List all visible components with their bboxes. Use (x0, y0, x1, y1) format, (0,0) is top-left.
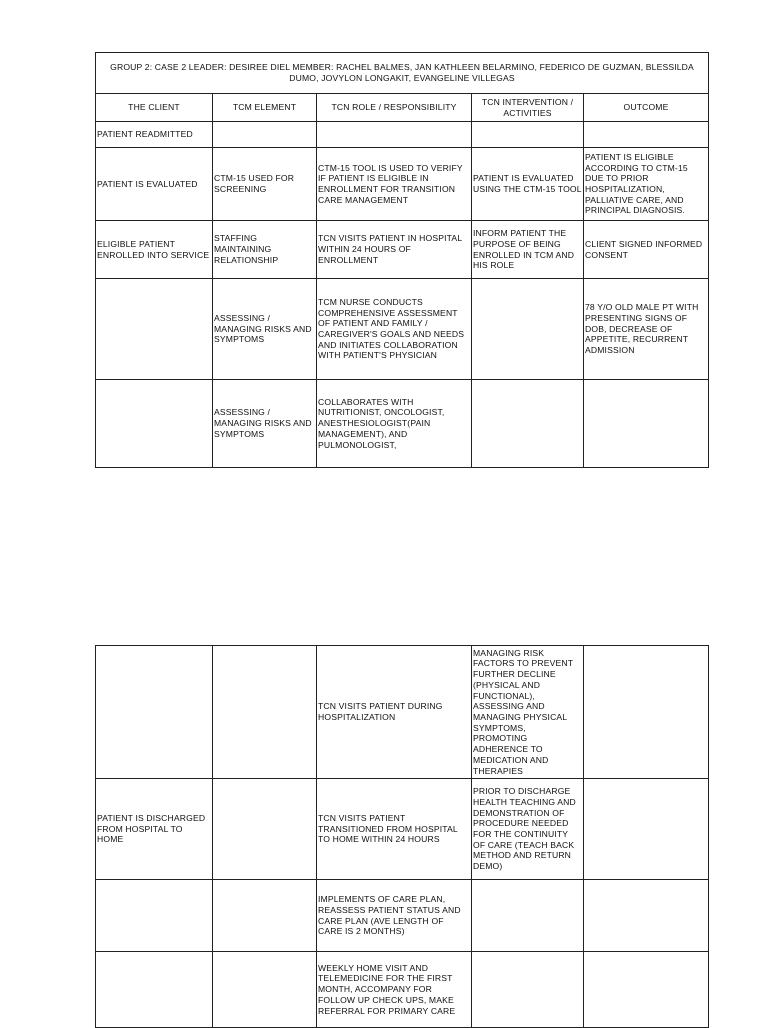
cell-outcome (584, 122, 709, 148)
header-tcn-role: TCN ROLE / RESPONSIBILITY (317, 94, 472, 122)
cell-outcome (584, 646, 709, 779)
tcm-case-table-continued (95, 645, 709, 1028)
cell-role: COLLABORATES WITH NUTRITIONIST, ONCOLOGIST, ANESTHESIOLOGIST(PAIN MANAGEMENT), AND PULMONOLOGIST, (317, 380, 472, 468)
cell-element (213, 646, 317, 779)
cell-client (96, 380, 213, 468)
header-tcn-intervention: TCN INTERVENTION / ACTIVITIES (472, 94, 584, 122)
cell-outcome (584, 779, 709, 880)
cell-element (213, 122, 317, 148)
group-title: GROUP 2: CASE 2 LEADER: DESIREE DIEL MEMBER: RACHEL BALMES, JAN KATHLEEN BELARMINO, FEDERICO DE GUZMAN, BLESSILDA DUMO, JOVYLON LONGAKIT, EVANGELINE VILLEGAS (96, 53, 709, 94)
cell-outcome: PATIENT IS ELIGIBLE ACCORDING TO CTM-15 DUE TO PRIOR HOSPITALIZATION, PALLIATIVE CARE, AND PRINCIPAL DIAGNOSIS. (584, 148, 709, 221)
cell-intervention (472, 122, 584, 148)
cell-outcome: CLIENT SIGNED INFORMED CONSENT (584, 221, 709, 279)
cell-element: CTM-15 USED FOR SCREENING (213, 148, 317, 221)
cell-intervention: PATIENT IS EVALUATED USING THE CTM-15 TOOL (472, 148, 584, 221)
cell-element: ASSESSING / MANAGING RISKS AND SYMPTOMS (213, 279, 317, 380)
cell-intervention: MANAGING RISK FACTORS TO PREVENT FURTHER DECLINE (PHYSICAL AND FUNCTIONAL), ASSESSING AND MANAGING PHYSICAL SYMPTOMS, PROMOTING ADHERENCE TO MEDICATION AND THERAPIES (472, 646, 584, 779)
cell-intervention: PRIOR TO DISCHARGE HEALTH TEACHING AND DEMONSTRATION OF PROCEDURE NEEDED FOR THE CONTINUITY OF CARE (TEACH BACK METHOD AND RETURN DEMO) (472, 779, 584, 880)
cell-intervention (472, 380, 584, 468)
table-row (96, 952, 709, 1028)
tcm-case-table (95, 52, 709, 468)
cell-element (213, 880, 317, 952)
table-row (96, 380, 709, 468)
table-row (96, 880, 709, 952)
cell-role: TCM NURSE CONDUCTS COMPREHENSIVE ASSESSMENT OF PATIENT AND FAMILY / CAREGIVER'S GOALS AND NEEDS AND INITIATES COLLABORATION WITH PATIENT'S PHYSICIAN (317, 279, 472, 380)
cell-role: WEEKLY HOME VISIT AND TELEMEDICINE FOR THE FIRST MONTH, ACCOMPANY FOR FOLLOW UP CHECK UPS, MAKE REFERRAL FOR PRIMARY CARE (317, 952, 472, 1028)
cell-element: ASSESSING / MANAGING RISKS AND SYMPTOMS (213, 380, 317, 468)
header-outcome: OUTCOME (584, 94, 709, 122)
cell-role: TCN VISITS PATIENT TRANSITIONED FROM HOSPITAL TO HOME WITHIN 24 HOURS (317, 779, 472, 880)
cell-client (96, 279, 213, 380)
cell-outcome (584, 952, 709, 1028)
header-row (96, 94, 709, 122)
cell-client (96, 952, 213, 1028)
cell-element (213, 779, 317, 880)
cell-role: TCN VISITS PATIENT DURING HOSPITALIZATION (317, 646, 472, 779)
cell-role (317, 122, 472, 148)
table-row (96, 221, 709, 279)
cell-outcome (584, 380, 709, 468)
cell-client: ELIGIBLE PATIENT ENROLLED INTO SERVICE (96, 221, 213, 279)
cell-element: STAFFING MAINTAINING RELATIONSHIP (213, 221, 317, 279)
cell-role: CTM-15 TOOL IS USED TO VERIFY IF PATIENT IS ELIGIBLE IN ENROLLMENT FOR TRANSITION CARE MANAGEMENT (317, 148, 472, 221)
table-row (96, 122, 709, 148)
cell-outcome (584, 880, 709, 952)
cell-client: PATIENT IS EVALUATED (96, 148, 213, 221)
table-row (96, 646, 709, 779)
cell-intervention (472, 279, 584, 380)
cell-role: IMPLEMENTS OF CARE PLAN, REASSESS PATIENT STATUS AND CARE PLAN (AVE LENGTH OF CARE IS 2 MONTHS) (317, 880, 472, 952)
table-row (96, 279, 709, 380)
header-tcm-element: TCM ELEMENT (213, 94, 317, 122)
cell-intervention (472, 880, 584, 952)
title-row (96, 53, 709, 94)
cell-intervention: INFORM PATIENT THE PURPOSE OF BEING ENROLLED IN TCM AND HIS ROLE (472, 221, 584, 279)
table-row (96, 148, 709, 221)
cell-client (96, 880, 213, 952)
cell-element (213, 952, 317, 1028)
cell-client (96, 646, 213, 779)
cell-client: PATIENT READMITTED (96, 122, 213, 148)
header-the-client: THE CLIENT (96, 94, 213, 122)
table-row (96, 779, 709, 880)
cell-role: TCN VISITS PATIENT IN HOSPITAL WITHIN 24 HOURS OF ENROLLMENT (317, 221, 472, 279)
cell-client: PATIENT IS DISCHARGED FROM HOSPITAL TO HOME (96, 779, 213, 880)
cell-intervention (472, 952, 584, 1028)
cell-outcome: 78 Y/O OLD MALE PT WITH PRESENTING SIGNS OF DOB, DECREASE OF APPETITE, RECURRENT ADMISSION (584, 279, 709, 380)
